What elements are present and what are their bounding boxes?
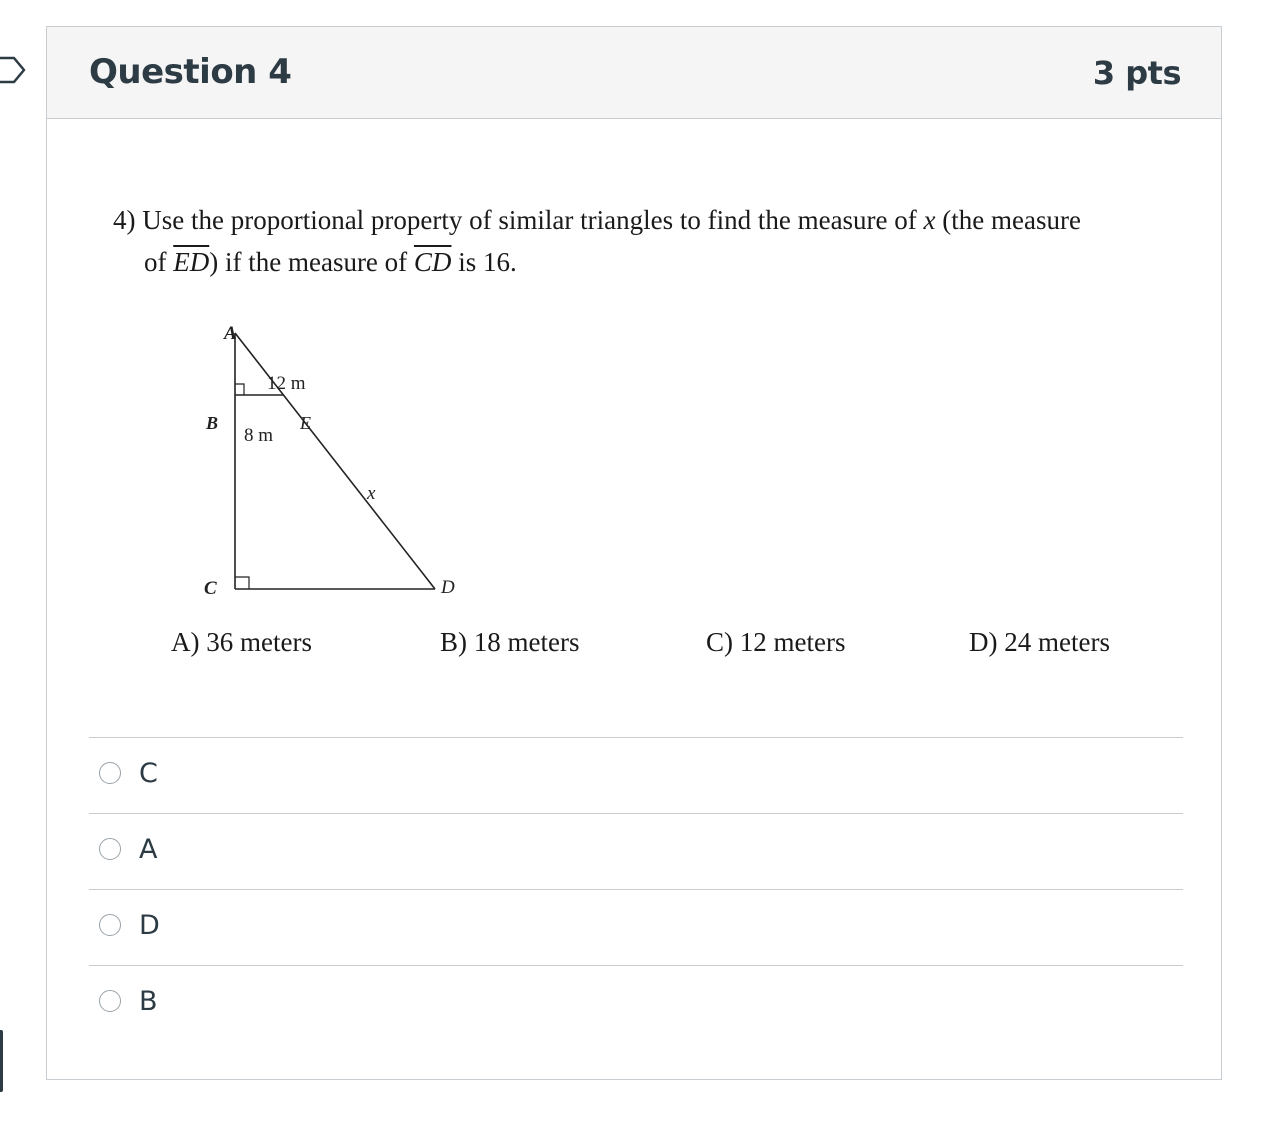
question-text-part2: (the measure <box>935 205 1081 235</box>
question-text-mid: ) if the measure of <box>209 247 414 277</box>
label-e: E <box>300 413 311 433</box>
answer-label[interactable]: A <box>139 834 158 865</box>
question-header <box>47 27 1221 119</box>
segment-cd: $\overline{CD}$ <box>413 247 452 277</box>
right-angle-c <box>235 577 249 589</box>
left-edge-indicator <box>0 1030 3 1092</box>
answer-option[interactable] <box>89 889 1183 965</box>
choice-c: C) 12 meters <box>706 627 846 657</box>
question-card <box>46 26 1222 1080</box>
side-ad <box>235 333 435 589</box>
answer-option[interactable] <box>89 737 1183 813</box>
answer-label[interactable]: B <box>139 986 158 1017</box>
choice-d: D) 24 meters <box>969 627 1110 657</box>
flag-question-icon[interactable] <box>0 56 26 84</box>
answer-option[interactable] <box>89 965 1183 1041</box>
triangle-figure <box>197 295 517 605</box>
question-points: 3 pts <box>1092 54 1181 92</box>
label-be-length: 8 m <box>244 425 274 446</box>
question-text-line1 <box>113 199 1173 241</box>
radio-button[interactable] <box>99 914 121 936</box>
radio-button[interactable] <box>99 990 121 1012</box>
question-text-part1: 4) Use the proportional property of similar triangles to find the measure of <box>113 205 924 235</box>
label-d: D <box>441 577 455 598</box>
choice-a: A) 36 meters <box>171 627 312 657</box>
label-ae-length: 12 m <box>267 373 306 394</box>
label-ed-x: x <box>367 483 376 504</box>
label-a: A <box>224 323 237 344</box>
question-text-prefix: of <box>144 247 174 277</box>
segment-ed: $\overline{ED}$ <box>173 247 210 277</box>
choice-b: B) 18 meters <box>440 627 580 657</box>
answer-label[interactable]: D <box>139 910 160 941</box>
question-text-suffix: is 16. <box>451 247 517 277</box>
question-text-line2 <box>113 241 1173 283</box>
label-c: C <box>204 578 217 599</box>
answer-option[interactable] <box>89 813 1183 889</box>
question-text <box>113 199 1173 283</box>
answer-label[interactable]: C <box>139 758 158 789</box>
question-title: Question 4 <box>89 52 292 92</box>
answer-list <box>89 737 1183 1041</box>
radio-button[interactable] <box>99 762 121 784</box>
question-variable-x: x <box>923 205 936 235</box>
right-angle-b <box>235 384 244 395</box>
label-b: B <box>206 413 219 433</box>
radio-button[interactable] <box>99 838 121 860</box>
